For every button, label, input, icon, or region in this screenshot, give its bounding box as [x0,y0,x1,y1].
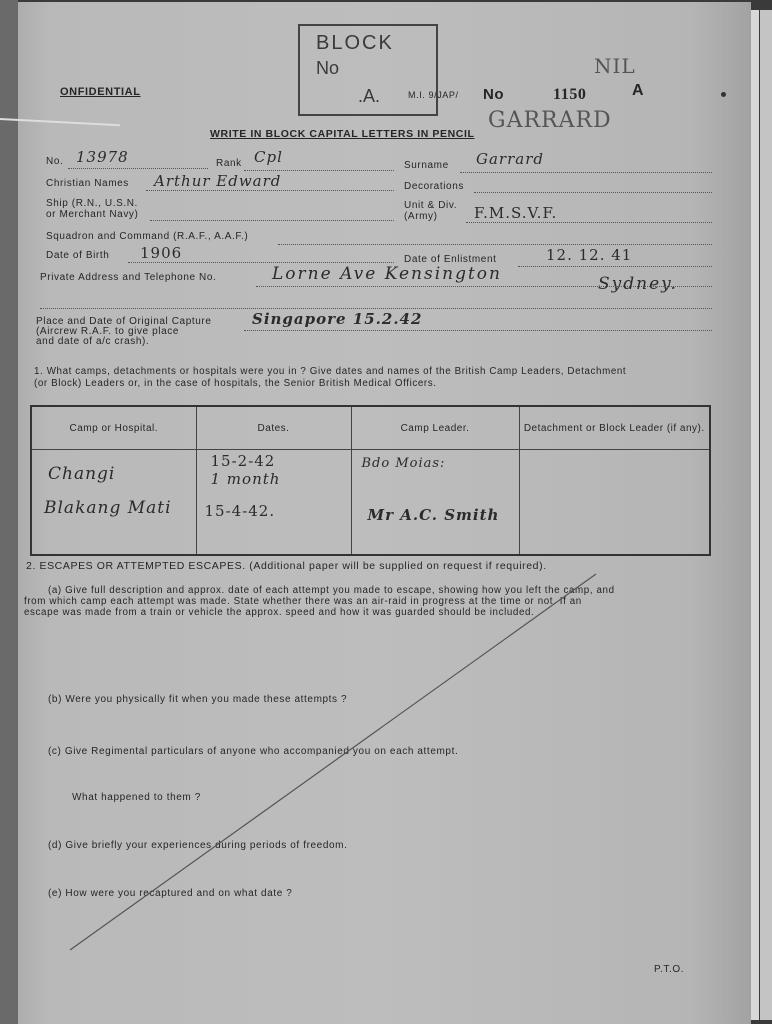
unit-label-2: (Army) [404,211,438,222]
camp-dates-1: 15-2-42 [210,452,276,470]
question-2e: (e) How were you recaptured and on what date ? [48,888,293,899]
mi9-ref: M.I. 9/JAP/ [408,90,459,100]
question-2a-line-1: (a) Give full description and approx. date of each attempt you made to escape, showing how you left the camp, and [48,585,615,596]
column-header-detachment: Detachment or Block Leader (if any). [519,406,710,450]
question-1-line-1: 1. What camps, detachments or hospitals were you in ? Give dates and names of the British Camp Leaders, Detachment [34,366,627,377]
capture-label-2: (Aircrew R.A.F. to give place [36,326,179,337]
number-label: No [483,86,505,103]
christian-value: Arthur Edward [154,172,282,190]
column-header-camp: Camp or Hospital. [31,406,196,450]
surname-value: Garrard [476,150,544,168]
enlistment-value: 12. 12. 41 [546,246,633,264]
ship-label-2: or Merchant Navy) [46,209,139,220]
column-header-dates: Dates. [196,406,351,450]
decorations-label: Decorations [404,181,464,192]
address-label: Private Address and Telephone No. [40,272,217,283]
unit-label-1: Unit & Div. [404,200,458,211]
question-2c: (c) Give Regimental particulars of anyone who accompanied you on each attempt. [48,746,459,757]
dob-value: 1906 [140,244,183,262]
confidential-label: ONFIDENTIAL [60,86,141,98]
camp-name-1: Changi [48,464,116,484]
question-1-line-2: (or Block) Leaders or, in the case of hospitals, the Senior British Medical Officers. [34,378,437,389]
squadron-label: Squadron and Command (R.A.F., A.A.F.) [46,231,249,242]
form-suffix: A [632,82,645,99]
rank-value: Cpl [254,148,283,166]
question-2c-followup: What happened to them ? [72,792,201,803]
instruction: WRITE IN BLOCK CAPITAL LETTERS IN PENCIL [210,128,475,140]
ship-label-1: Ship (R.N., U.S.N. [46,198,138,209]
no-label: No. [46,156,64,167]
capture-value: Singapore 15.2.42 [252,310,423,328]
unit-value: F.M.S.V.F. [474,204,558,222]
christian-label: Christian Names [46,178,129,189]
pto-label: P.T.O. [654,964,685,975]
capture-label-3: and date of a/c crash). [36,336,150,347]
camp-leader-2: Mr A.C. Smith [367,506,500,524]
question-2a-line-3: escape was made from a train or vehicle the approx. speed and how it was guarded should be included. [24,607,535,618]
address-value: Lorne Ave Kensington [272,264,502,284]
question-2a-line-2: from which camp each attempt was made. State whether there was an air-raid in progress at the time or not. If an [24,596,582,607]
camp-name-2: Blakang Mati [44,498,172,518]
form-number: 1150 [553,86,587,103]
question-2b: (b) Were you physically fit when you made these attempts ? [48,694,348,705]
surname-label: Surname [404,160,449,171]
camp-leader-1: Bdo Moias: [361,456,446,471]
handwritten-nil: NIL [594,54,636,78]
stamp-block: BLOCK [316,32,394,54]
camp-dates-1b: 1 month [210,470,281,488]
stamp-letter: .A. [358,86,381,106]
column-header-leader: Camp Leader. [351,406,519,450]
question-2-title: 2. ESCAPES OR ATTEMPTED ESCAPES. (Additional paper will be supplied on request if required). [26,560,547,572]
enlistment-label: Date of Enlistment [404,254,497,265]
address-value-2: Sydney. [598,274,678,294]
camp-dates-2: 15-4-42. [204,502,276,520]
rank-label: Rank [216,158,242,169]
stamp-no: No [316,58,340,78]
question-2d: (d) Give briefly your experiences during periods of freedom. [48,840,348,851]
handwritten-surname: GARRARD [488,108,612,133]
dob-label: Date of Birth [46,250,110,261]
no-value: 13978 [76,148,129,166]
capture-label-1: Place and Date of Original Capture [36,316,212,327]
